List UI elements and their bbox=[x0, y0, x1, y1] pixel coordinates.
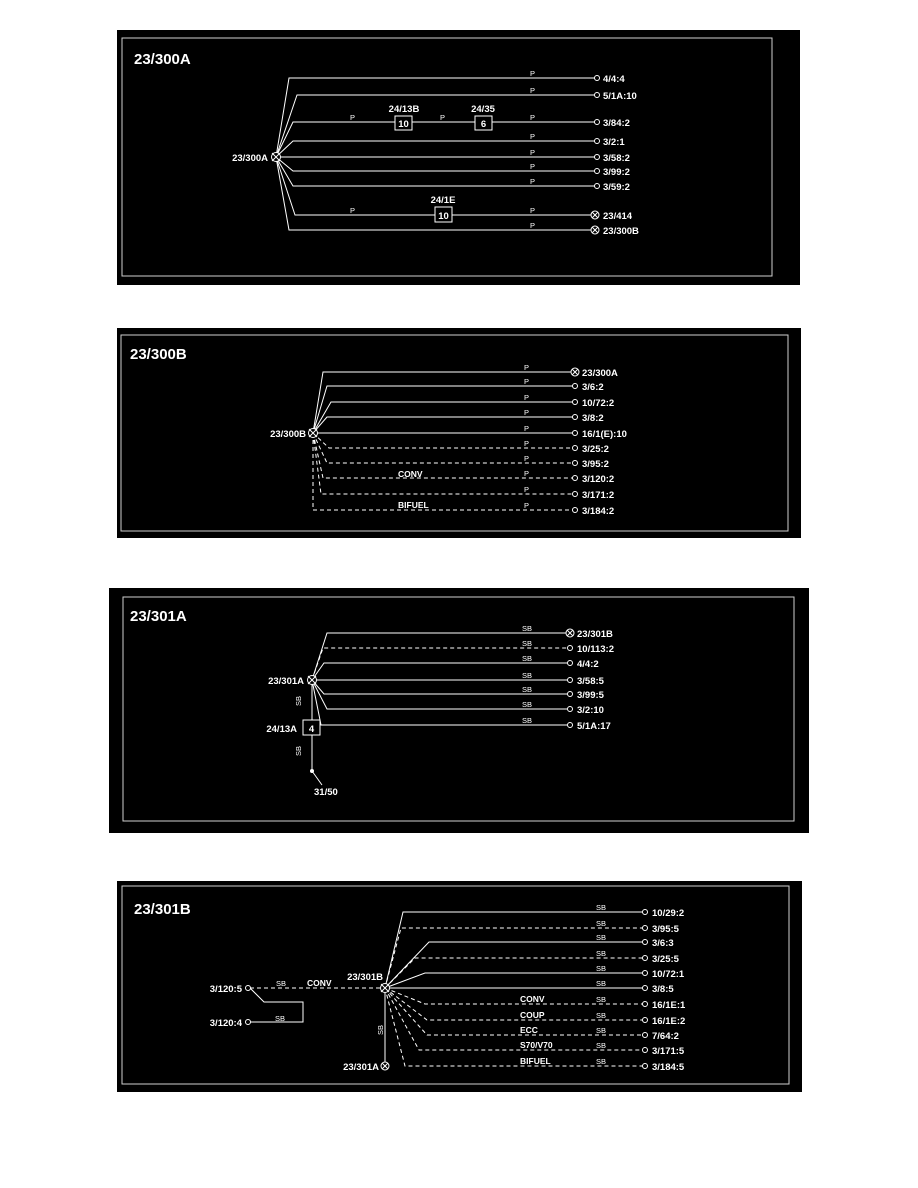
terminal-label: 23/301B bbox=[577, 629, 613, 640]
wire-color-label: P bbox=[524, 439, 530, 448]
terminal-label: 3/84:2 bbox=[603, 118, 630, 129]
terminal-label: 10/113:2 bbox=[577, 644, 614, 655]
terminal-label: 3/58:2 bbox=[603, 153, 630, 164]
wire-color-label: P bbox=[530, 86, 536, 95]
wire-color-label: SB bbox=[596, 964, 607, 973]
wire-color-label: SB bbox=[376, 1024, 385, 1035]
diagram-23-301a bbox=[109, 588, 809, 833]
terminal-label: 16/1E:2 bbox=[652, 1016, 686, 1027]
wire-color-label: SB bbox=[294, 695, 303, 706]
wire-color-label: SB bbox=[596, 933, 607, 942]
wire-color-label: P bbox=[524, 363, 530, 372]
diagram-23-300b bbox=[117, 328, 801, 538]
wire-color-label: SB bbox=[276, 979, 287, 988]
terminal-label: 10/29:2 bbox=[652, 908, 685, 919]
terminal-label: 10/72:1 bbox=[652, 969, 685, 980]
wire-color-label: P bbox=[350, 113, 356, 122]
terminal-label: 16/1(E):10 bbox=[582, 429, 627, 440]
terminal-label: 23/300B bbox=[603, 226, 639, 237]
terminal-label: 5/1A:17 bbox=[577, 721, 611, 732]
diagram-23-301b-drawing bbox=[117, 881, 802, 1092]
diagram-23-300b-drawing bbox=[117, 328, 801, 538]
terminal-label: 3/59:2 bbox=[603, 182, 630, 193]
terminal-label: 3/120:2 bbox=[582, 474, 615, 485]
condition-label: COUP bbox=[520, 1010, 545, 1020]
wire-color-label: P bbox=[350, 206, 356, 215]
wire-color-label: SB bbox=[522, 716, 533, 725]
hub-label: 23/301A bbox=[268, 676, 304, 687]
condition-label: BIFUEL bbox=[520, 1056, 551, 1066]
wire-color-label: SB bbox=[596, 1011, 607, 1020]
wire-color-label: SB bbox=[596, 1041, 607, 1050]
condition-label: CONV bbox=[307, 978, 332, 988]
wire-color-label: P bbox=[524, 424, 530, 433]
diagram-23-301b bbox=[117, 881, 802, 1092]
terminal-label: 3/171:2 bbox=[582, 490, 615, 501]
wire-color-label: SB bbox=[596, 949, 607, 958]
connector-pin: 10 bbox=[398, 119, 409, 130]
wire-color-label: P bbox=[530, 206, 536, 215]
terminal-label: 3/6:2 bbox=[582, 382, 604, 393]
diagram-title: 23/301A bbox=[130, 608, 187, 625]
wire-color-label: SB bbox=[522, 639, 533, 648]
terminal-label: 7/64:2 bbox=[652, 1031, 679, 1042]
terminal-label: 3/184:5 bbox=[652, 1062, 685, 1073]
wire-color-label: SB bbox=[596, 1026, 607, 1035]
diagram-title: 23/300B bbox=[130, 346, 187, 363]
condition-label: CONV bbox=[398, 469, 423, 479]
diagram-title: 23/300A bbox=[134, 51, 191, 68]
terminal-label: 3/25:5 bbox=[652, 954, 679, 965]
wire-color-label: P bbox=[524, 469, 530, 478]
wire-color-label: SB bbox=[596, 903, 607, 912]
wire-color-label: SB bbox=[522, 700, 533, 709]
terminal-label: 10/72:2 bbox=[582, 398, 615, 409]
diagram-23-301a-drawing bbox=[109, 588, 809, 833]
terminal-label: 5/1A:10 bbox=[603, 91, 637, 102]
terminal-label: 3/184:2 bbox=[582, 506, 615, 517]
terminal-label: 3/2:1 bbox=[603, 137, 625, 148]
condition-label: CONV bbox=[520, 994, 545, 1004]
terminal-label: 3/2:10 bbox=[577, 705, 604, 716]
condition-label: BIFUEL bbox=[398, 500, 429, 510]
wire-color-label: P bbox=[530, 221, 536, 230]
terminal-label: 3/171:5 bbox=[652, 1046, 685, 1057]
ground-label: 31/50 bbox=[314, 787, 338, 798]
wire-color-label: P bbox=[524, 393, 530, 402]
wire-color-label: P bbox=[524, 408, 530, 417]
wire-color-label: SB bbox=[596, 979, 607, 988]
hub-label: 23/300A bbox=[232, 153, 268, 164]
wire-color-label: P bbox=[524, 454, 530, 463]
diagram-title: 23/301B bbox=[134, 901, 191, 918]
terminal-label: 16/1E:1 bbox=[652, 1000, 686, 1011]
diagram-23-300a-drawing bbox=[117, 30, 800, 285]
condition-label: ECC bbox=[520, 1025, 538, 1035]
condition-label: S70/V70 bbox=[520, 1040, 553, 1050]
connector-pin: 6 bbox=[480, 119, 487, 130]
wire-color-label: SB bbox=[596, 1057, 607, 1066]
wire-color-label: P bbox=[440, 113, 446, 122]
diagram-23-300a bbox=[117, 30, 800, 285]
terminal-label: 23/300A bbox=[582, 368, 618, 379]
terminal-label: 3/95:5 bbox=[652, 924, 679, 935]
connector-label: 24/13B bbox=[388, 104, 420, 115]
terminal-label: 3/58:5 bbox=[577, 676, 604, 687]
terminal-label: 3/8:2 bbox=[582, 413, 604, 424]
wire-color-label: SB bbox=[596, 995, 607, 1004]
wire-color-label: SB bbox=[596, 919, 607, 928]
wire-color-label: P bbox=[530, 69, 536, 78]
terminal-label: 4/4:2 bbox=[577, 659, 599, 670]
terminal-label: 3/99:5 bbox=[577, 690, 604, 701]
hub-label: 23/301B bbox=[347, 972, 383, 983]
connector-pin: 10 bbox=[438, 211, 449, 222]
hub-label: 23/300B bbox=[270, 429, 306, 440]
connector-pin: 4 bbox=[308, 724, 315, 735]
wire-color-label: P bbox=[530, 162, 536, 171]
wire-color-label: SB bbox=[522, 624, 533, 633]
wire-color-label: SB bbox=[522, 671, 533, 680]
terminal-label: 3/95:2 bbox=[582, 459, 609, 470]
wire-color-label: P bbox=[530, 113, 536, 122]
connector-label: 24/13A bbox=[266, 724, 297, 735]
wire-color-label: P bbox=[530, 132, 536, 141]
source-label: 3/120:4 bbox=[209, 1018, 242, 1029]
wire-color-label: SB bbox=[522, 654, 533, 663]
terminal-label: 3/25:2 bbox=[582, 444, 609, 455]
wire-color-label: SB bbox=[275, 1014, 286, 1023]
terminal-label: 23/414 bbox=[603, 211, 633, 222]
terminal-label: 3/8:5 bbox=[652, 984, 674, 995]
terminal-label: 3/99:2 bbox=[603, 167, 630, 178]
wire-color-label: P bbox=[524, 377, 530, 386]
bottom-hub-label: 23/301A bbox=[343, 1062, 379, 1073]
wire-color-label: P bbox=[530, 177, 536, 186]
connector-label: 24/1E bbox=[430, 195, 456, 206]
wire-color-label: P bbox=[524, 485, 530, 494]
connector-label: 24/35 bbox=[471, 104, 495, 115]
wire-color-label: P bbox=[530, 148, 536, 157]
source-label: 3/120:5 bbox=[209, 984, 242, 995]
wire-color-label: SB bbox=[522, 685, 533, 694]
terminal-label: 4/4:4 bbox=[603, 74, 625, 85]
wire-color-label: P bbox=[524, 501, 530, 510]
terminal-label: 3/6:3 bbox=[652, 938, 674, 949]
wire-color-label: SB bbox=[294, 745, 303, 756]
